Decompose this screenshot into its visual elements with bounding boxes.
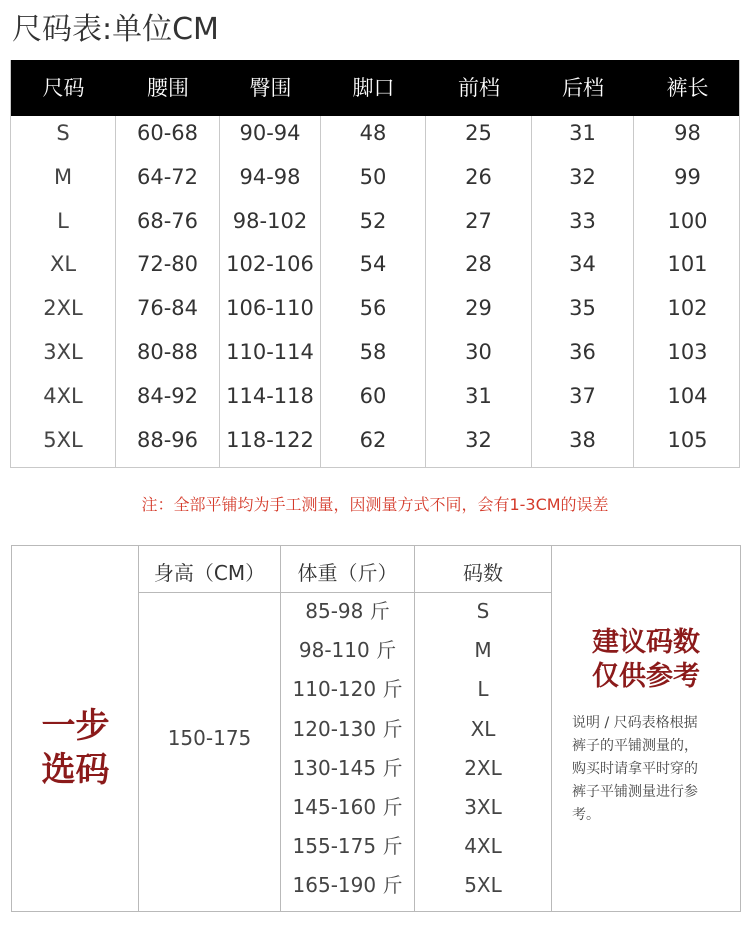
- size-chart-header-row: [11, 60, 739, 116]
- header-weight: 体重（斤）: [297, 561, 398, 585]
- cell-back-rise: 32: [569, 164, 596, 189]
- cell-front-rise: 27: [465, 208, 492, 233]
- cell-back-rise: 36: [569, 339, 596, 364]
- cell-back-rise: 35: [569, 296, 596, 321]
- cell-hip: 90-94: [239, 121, 301, 145]
- cell-front-rise: 25: [465, 121, 492, 145]
- cell-hem: 56: [359, 296, 387, 321]
- step-label-line: 一步: [41, 706, 110, 746]
- cell-hip: 118-122: [226, 427, 314, 452]
- header-back-rise: 后档: [562, 76, 604, 100]
- divider: [551, 546, 552, 911]
- cell-waist: 84-92: [136, 383, 199, 408]
- column-size: [11, 116, 116, 467]
- weight-range: 110-120 斤: [292, 677, 403, 702]
- recommended-size: S: [476, 599, 490, 623]
- cell-hip: 110-114: [226, 339, 314, 364]
- advice-note-line: 裤子平铺测量进行参: [572, 784, 698, 800]
- cell-size: XL: [49, 252, 77, 277]
- weight-range: 155-175 斤: [292, 834, 403, 859]
- cell-waist: 60-68: [136, 121, 199, 145]
- cell-size: S: [56, 121, 70, 145]
- cell-hip: 94-98: [239, 164, 301, 189]
- cell-length: 103: [667, 339, 708, 364]
- cell-length: 102: [667, 296, 708, 321]
- column-back-rise: [532, 116, 634, 467]
- weight-range: 120-130 斤: [292, 716, 403, 741]
- cell-front-rise: 26: [465, 164, 492, 189]
- advice-title-line: 仅供参考: [592, 661, 700, 692]
- cell-back-rise: 38: [569, 427, 596, 452]
- cell-front-rise: 28: [465, 252, 492, 277]
- header-hip: 臀围: [249, 76, 292, 100]
- recommended-size: 3XL: [464, 794, 502, 819]
- recommended-size: 5XL: [464, 873, 502, 898]
- cell-waist: 72-80: [136, 252, 199, 277]
- cell-size: 4XL: [43, 383, 83, 408]
- step-label-line: 选码: [41, 750, 110, 790]
- recommended-size: 4XL: [464, 834, 502, 859]
- advice-note-line: 考。: [572, 807, 600, 823]
- cell-length: 99: [674, 164, 701, 189]
- advice-note-line: 购买时请拿平时穿的: [572, 761, 698, 777]
- cell-front-rise: 32: [465, 427, 492, 452]
- cell-length: 105: [667, 427, 708, 452]
- cell-front-rise: 29: [465, 296, 492, 321]
- cell-hem: 50: [359, 164, 387, 189]
- cell-hem: 52: [359, 208, 387, 233]
- cell-length: 104: [667, 383, 708, 408]
- cell-hem: 54: [359, 252, 387, 277]
- column-waist: [116, 116, 220, 467]
- advice-title-line: 建议码数: [592, 627, 700, 658]
- weight-range: 98-110 斤: [298, 638, 397, 663]
- header-hem: 脚口: [352, 76, 395, 100]
- cell-hem: 60: [359, 383, 387, 408]
- cell-waist: 68-76: [136, 208, 199, 233]
- weight-range: 145-160 斤: [292, 794, 403, 819]
- step-label: [12, 704, 139, 792]
- recommended-size: XL: [470, 716, 496, 741]
- header-height: 身高（CM）: [153, 561, 266, 585]
- header-front-rise: 前档: [458, 76, 500, 100]
- cell-hem: 48: [359, 121, 387, 145]
- cell-hip: 98-102: [232, 208, 308, 233]
- cell-size: M: [53, 164, 73, 189]
- measurement-note: 注：全部平铺均为手工测量，因测量方式不同，会有1-3CM的误差: [141, 495, 609, 514]
- cell-waist: 76-84: [136, 296, 199, 321]
- recommended-size: L: [477, 677, 489, 702]
- size-list: [415, 594, 551, 908]
- cell-back-rise: 31: [569, 121, 596, 145]
- cell-back-rise: 37: [569, 383, 596, 408]
- size-chart-table: [10, 60, 740, 468]
- header-length: 裤长: [666, 76, 709, 100]
- cell-waist: 88-96: [136, 427, 199, 452]
- cell-length: 100: [667, 208, 708, 233]
- page-title: 尺码表:单位CM: [12, 12, 219, 47]
- cell-hip: 102-106: [226, 252, 314, 277]
- cell-waist: 80-88: [136, 339, 199, 364]
- advice-note-line: 说明 / 尺码表格根据: [572, 715, 698, 731]
- column-front-rise: [426, 116, 532, 467]
- weight-range: 130-145 斤: [292, 755, 403, 780]
- column-hip: [220, 116, 321, 467]
- header-waist: 腰围: [147, 76, 189, 100]
- cell-length: 101: [667, 252, 708, 277]
- cell-size: L: [57, 208, 69, 233]
- cell-size: 5XL: [43, 427, 83, 452]
- advice-note-line: 裤子的平铺测量的，: [572, 738, 698, 754]
- recommended-size: 2XL: [464, 755, 502, 780]
- column-length: [634, 116, 741, 467]
- cell-front-rise: 30: [465, 339, 492, 364]
- advice-note: [572, 712, 730, 827]
- cell-back-rise: 33: [569, 208, 596, 233]
- column-hem: [321, 116, 426, 467]
- cell-size: 3XL: [43, 339, 83, 364]
- weight-list: [280, 594, 415, 908]
- height-range: 150-175: [167, 726, 252, 750]
- header-recommended-size: 码数: [463, 561, 503, 585]
- header-size: 尺码: [42, 76, 85, 100]
- size-recommendation-table: [11, 545, 741, 912]
- cell-waist: 64-72: [136, 164, 199, 189]
- cell-length: 98: [674, 121, 701, 145]
- cell-size: 2XL: [43, 296, 83, 321]
- cell-front-rise: 31: [465, 383, 492, 408]
- weight-range: 165-190 斤: [292, 873, 403, 898]
- recommended-size: M: [474, 638, 492, 663]
- cell-hip: 106-110: [226, 296, 314, 321]
- cell-hip: 114-118: [226, 383, 314, 408]
- advice-title: [552, 626, 740, 694]
- cell-hem: 58: [359, 339, 387, 364]
- size-chart-body: [11, 116, 739, 467]
- cell-back-rise: 34: [569, 252, 596, 277]
- cell-hem: 62: [359, 427, 387, 452]
- weight-range: 85-98 斤: [305, 599, 390, 623]
